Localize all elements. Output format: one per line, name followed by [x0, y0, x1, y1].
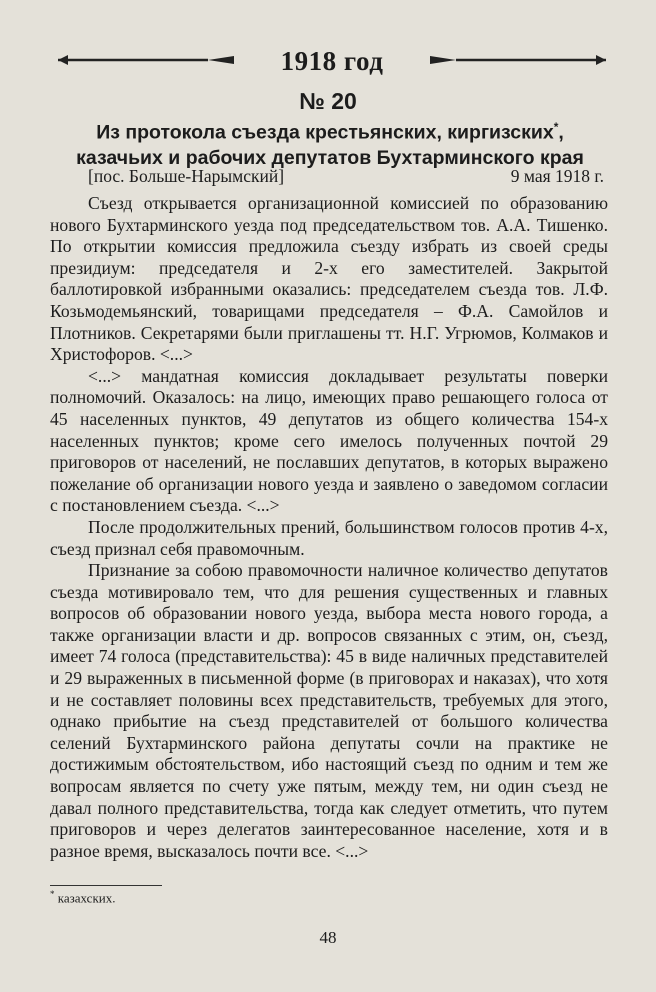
paragraph: Съезд открывается организационной комиссией по образованию нового Бухтарминского уезда под председательством тов. А.А. Тишенко. По открытии комиссия предложила съезду избрать из своей среды президиум: председателя и 2-х его заместителей. Закрытой баллотировкой избранными оказались: председателем съезда тов. Л.Ф. Козьмодемьянский, товарищами председателя – Ф.А. Самойлов и Плотников. Секретарями были приглашены тт. Н.Г. Угрюмов, Колмаков и Христофоров. <...> — [50, 193, 608, 365]
paragraph: Признание за собою правомочности наличное количество депутатов съезда мотивировало тем, что для решения существенных и главных вопросов об образовании нового уезда, выбора места нового города, а также организации власти и др. вопросов связанных с этим, он, съезд, имеет 74 голоса (представительства): 45 в виде наличных представителей и 29 выраженных в письменной форме (в приговорах и наказах), что хотя и не составляет половины всех представительств, требуемых для этого, однако прибытие на съезд представителей от большого количества селений Бухтарминского района депутаты сочли на практике не достижимым обстоятельством, ибо настоящий съезд по одним и тем же вопросам является по счету уже пятым, между тем, ни один съезд не давал полного представительства, тогда как следует отметить, что путем приговоров и через делегатов заинтересованное население, хотя и в разное время, высказалось почти все. <...> — [50, 560, 608, 861]
document-date: 9 мая 1918 г. — [510, 166, 604, 186]
title-line-1: Из протокола съезда крестьянских, киргизских — [96, 121, 554, 144]
paragraph: После продолжительных прений, большинством голосов против 4-х, съезд признал себя правомочным. — [50, 516, 608, 559]
title-comma: , — [558, 121, 564, 144]
footnote-divider — [50, 885, 162, 886]
document-title — [60, 115, 600, 171]
footnote-text: казахских. — [57, 890, 116, 906]
running-header — [58, 44, 606, 80]
document-place: [пос. Больше-Нарымский] — [88, 166, 285, 186]
document-number: № 20 — [299, 88, 357, 114]
footnote-reference: * — [553, 120, 559, 134]
footnote — [50, 889, 115, 906]
document-body — [50, 193, 608, 862]
paragraph: <...> мандатная комиссия докладывает результаты поверки полномочий. Оказалось: на лицо, имеющих право решающего голоса от 45 населенных пунктов, 49 депутатов из общего количества 154-х населенных пунктов; кроме сего имелось полученных почтой 29 приговоров от населений, не пославших депутатов, в которых выражено пожелание об организации нового уезда и заявлено о заведомом согласии с постановлением съезда. <...> — [50, 365, 608, 516]
place-date-line — [88, 166, 604, 190]
page-number: 48 — [319, 928, 337, 947]
footnote-marker: * — [50, 889, 55, 899]
ornament-right-icon — [430, 53, 606, 67]
title-line-2: казачьих и рабочих депутатов Бухтарминского края — [76, 146, 584, 169]
year-heading: 1918 год — [280, 46, 384, 76]
